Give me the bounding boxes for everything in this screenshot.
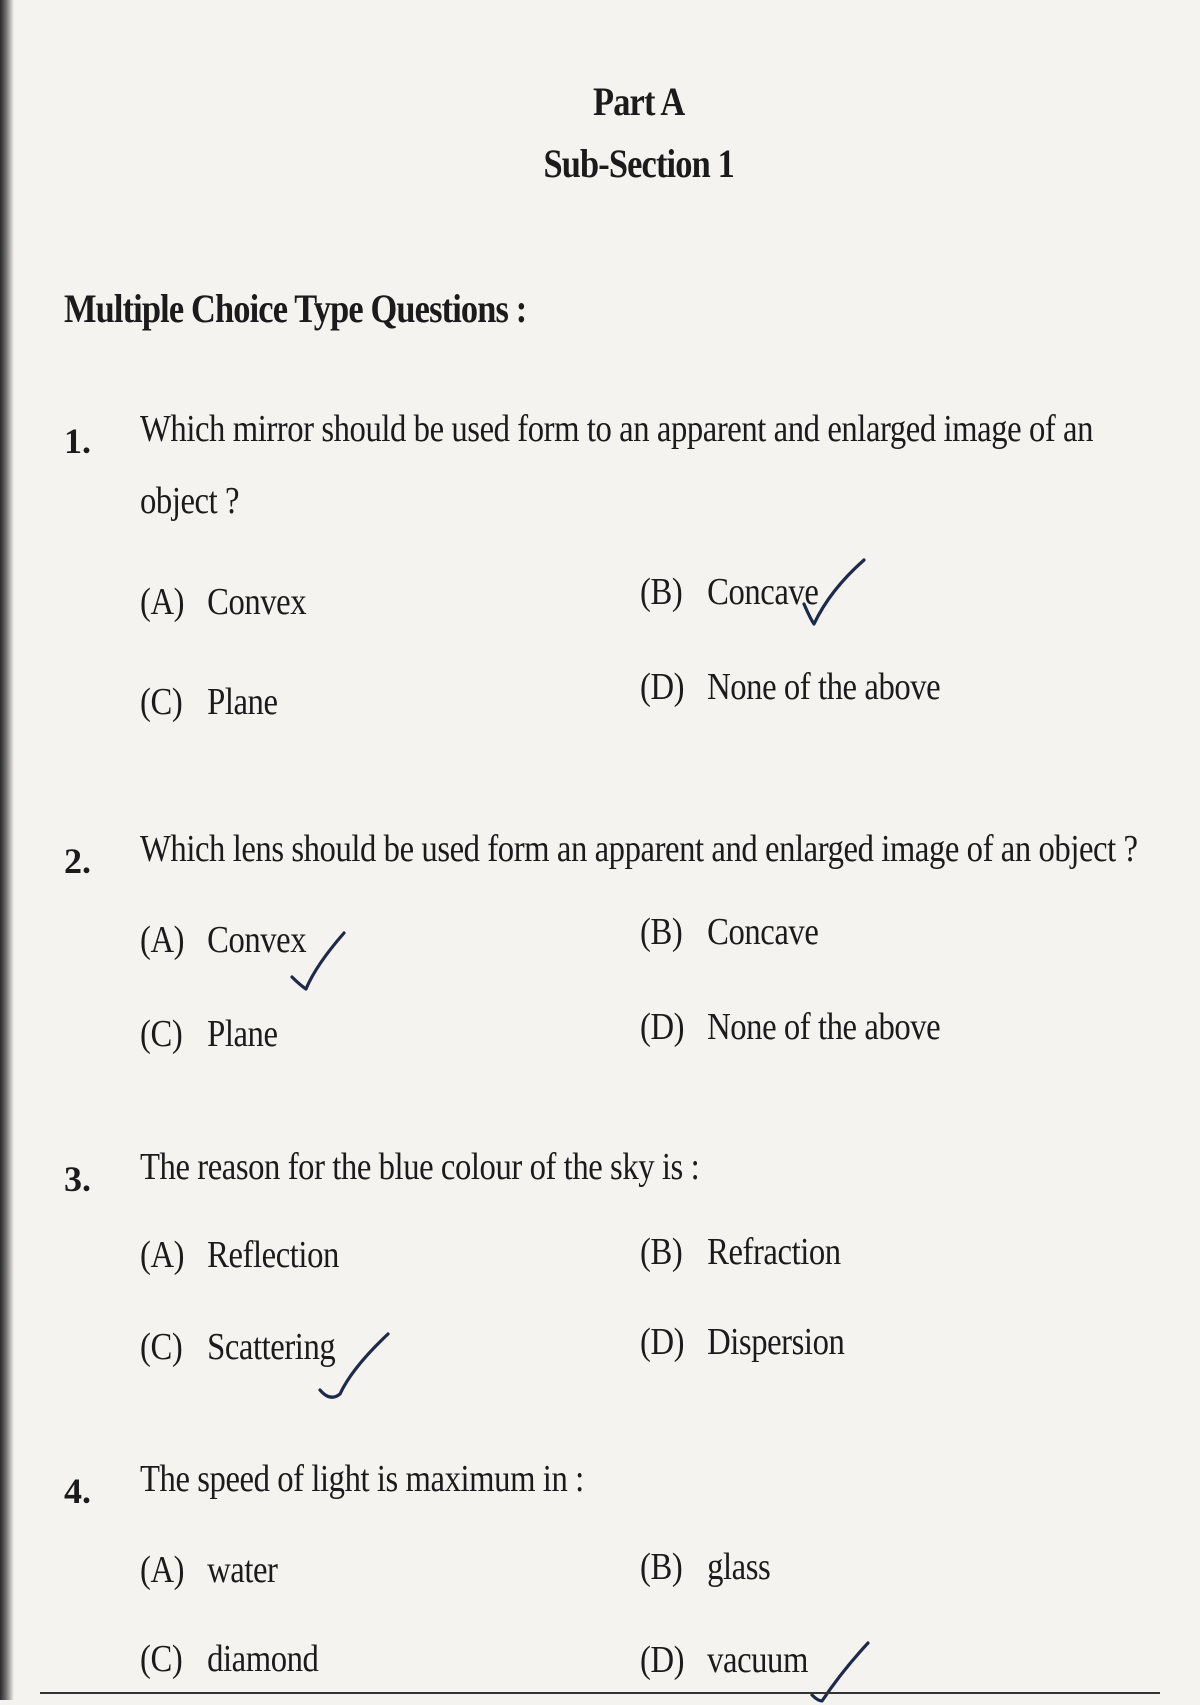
subsection-heading: Sub-Section 1 bbox=[543, 141, 734, 186]
option-letter: (A) bbox=[140, 1234, 185, 1276]
part-heading: Part A bbox=[593, 79, 685, 124]
option-text: glass bbox=[707, 1546, 771, 1588]
option-b bbox=[640, 910, 818, 954]
tick-mark-icon bbox=[318, 1332, 388, 1402]
option-text: vacuum bbox=[707, 1639, 808, 1681]
option-text: None of the above bbox=[707, 1006, 941, 1048]
option-d bbox=[640, 1638, 808, 1682]
question-number: 1. bbox=[64, 421, 91, 461]
option-text: Convex bbox=[207, 581, 307, 623]
option-letter: (A) bbox=[140, 919, 185, 961]
option-b bbox=[640, 1230, 841, 1274]
option-d bbox=[640, 1320, 844, 1364]
option-letter: (C) bbox=[140, 1013, 183, 1055]
option-letter: (B) bbox=[640, 571, 683, 613]
question-number: 4. bbox=[64, 1471, 91, 1511]
option-d bbox=[640, 665, 940, 709]
option-letter: (C) bbox=[140, 1326, 183, 1368]
option-text: Refraction bbox=[707, 1231, 841, 1273]
question-text-line: The reason for the blue colour of the sky is : bbox=[140, 1146, 700, 1188]
question-number: 3. bbox=[64, 1159, 91, 1199]
option-letter: (D) bbox=[640, 1639, 685, 1681]
option-a bbox=[140, 1548, 278, 1592]
option-d bbox=[640, 1005, 940, 1049]
option-letter: (C) bbox=[140, 1638, 183, 1680]
option-letter: (A) bbox=[140, 1549, 185, 1591]
option-c bbox=[140, 1012, 278, 1056]
option-text: Plane bbox=[207, 681, 278, 723]
option-text: water bbox=[207, 1549, 278, 1591]
page-edge-shadow bbox=[0, 0, 14, 1700]
option-text: Concave bbox=[707, 911, 819, 953]
option-a bbox=[140, 580, 306, 624]
option-a bbox=[140, 918, 306, 962]
option-text: Reflection bbox=[207, 1234, 339, 1276]
option-text: None of the above bbox=[707, 666, 941, 708]
question-text bbox=[140, 1443, 1034, 1515]
option-letter: (B) bbox=[640, 1231, 683, 1273]
question-text bbox=[140, 813, 1138, 885]
question-text bbox=[140, 393, 1094, 537]
option-text: Dispersion bbox=[707, 1321, 845, 1363]
option-text: diamond bbox=[207, 1638, 319, 1680]
option-letter: (D) bbox=[640, 1321, 685, 1363]
option-letter: (D) bbox=[640, 666, 685, 708]
option-letter: (B) bbox=[640, 1546, 683, 1588]
question-text-line: Which mirror should be used form to an apparent and enlarged image of an bbox=[140, 408, 1094, 450]
option-a bbox=[140, 1233, 339, 1277]
option-letter: (A) bbox=[140, 581, 185, 623]
option-text: Convex bbox=[207, 919, 307, 961]
option-b bbox=[640, 1545, 770, 1589]
option-letter: (D) bbox=[640, 1006, 685, 1048]
option-b bbox=[640, 570, 818, 614]
option-text: Plane bbox=[207, 1013, 278, 1055]
question-text-line: The speed of light is maximum in : bbox=[140, 1458, 584, 1500]
question-text-line: Which lens should be used form an apparent and enlarged image of an object ? bbox=[140, 828, 1138, 870]
option-c bbox=[140, 680, 278, 724]
option-letter: (B) bbox=[640, 911, 683, 953]
tick-mark-icon bbox=[800, 560, 870, 630]
option-letter: (C) bbox=[140, 681, 183, 723]
option-text: Scattering bbox=[207, 1326, 336, 1368]
option-c bbox=[140, 1325, 335, 1369]
bottom-rule bbox=[40, 1692, 1160, 1694]
option-text: Concave bbox=[707, 571, 819, 613]
tick-mark-icon bbox=[810, 1635, 880, 1705]
tick-mark-icon bbox=[290, 925, 360, 995]
question-text bbox=[140, 1131, 1034, 1203]
question-text-line: object ? bbox=[140, 480, 240, 522]
option-c bbox=[140, 1637, 318, 1681]
section-title: Multiple Choice Type Questions : bbox=[64, 286, 527, 331]
question-number: 2. bbox=[64, 841, 91, 881]
